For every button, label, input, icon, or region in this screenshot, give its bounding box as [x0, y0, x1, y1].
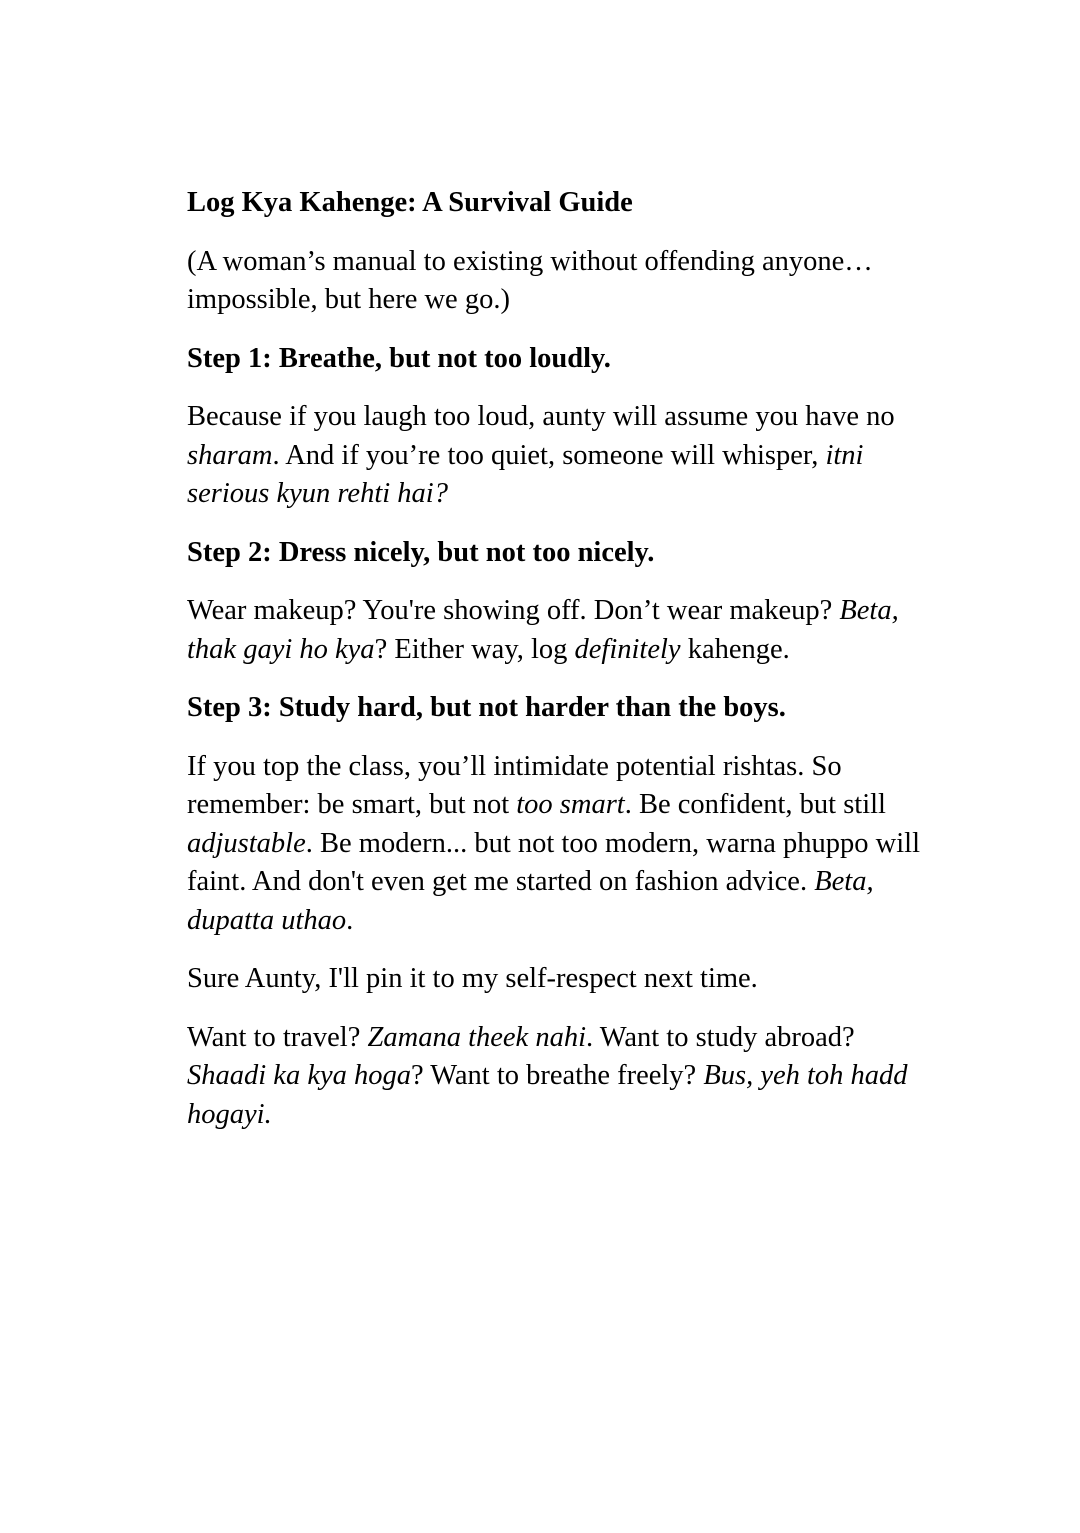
step-1-heading: Step 1: Breathe, but not too loudly.	[187, 342, 611, 374]
step-3-italic-adjustable: adjustable	[187, 827, 306, 859]
step-2-heading: Step 2: Dress nicely, but not too nicely.	[187, 536, 655, 568]
document-title: Log Kya Kahenge: A Survival Guide	[187, 187, 633, 218]
step-1-paragraph	[187, 398, 927, 514]
step-2-italic-quote: Beta, thak gayi ho kya	[187, 595, 899, 665]
step-1-text-c: . And if you’re too quiet, someone will whisper,	[272, 439, 826, 471]
step-3-paragraph	[187, 748, 927, 941]
step-1-italic-sharam: sharam	[187, 439, 273, 471]
step-3-italic-too-smart: too smart	[516, 789, 625, 820]
step-2-text-e: kahenge.	[680, 633, 790, 665]
intro-paragraph: (A woman’s manual to existing without offending anyone… impossible, but here we go.)	[187, 245, 873, 315]
step-3-heading: Step 3: Study hard, but not harder than the boys.	[187, 692, 786, 723]
travel-text-e: ? Want to breathe freely?	[411, 1060, 704, 1091]
document-body	[187, 184, 927, 1154]
step-3-text-g: .	[346, 904, 354, 936]
travel-italic-shaadi: Shaadi ka kya hoga	[187, 1060, 411, 1091]
travel-text-a: Want to travel?	[187, 1021, 368, 1053]
travel-italic-zamana: Zamana theek nahi	[367, 1021, 586, 1053]
step-1-text-a: Because if you laugh too loud, aunty will assume you have no	[187, 401, 895, 432]
step-1-italic-quote: itni serious kyun rehti hai?	[187, 439, 864, 509]
step-2-paragraph	[187, 592, 927, 669]
step-2-text-c: ? Either way, log	[374, 633, 575, 665]
step-3-text-a: If you top the class, you’ll intimidate potential rishtas. So remember: be smart, but not	[187, 750, 842, 820]
travel-paragraph	[187, 1019, 927, 1135]
step-2-text-a: Wear makeup? You're showing off. Don’t wear makeup?	[187, 595, 840, 626]
step-2-italic-definitely: definitely	[574, 633, 681, 665]
step-3-text-e: . Be modern... but not too modern, warna phuppo will faint. And don't even get me started on fashion advice.	[187, 827, 920, 897]
travel-italic-bus: Bus, yeh toh hadd hogayi.	[187, 1060, 908, 1130]
travel-text-c: . Want to study abroad?	[585, 1021, 855, 1053]
step-3-text-c: . Be confident, but still	[624, 789, 886, 820]
step-3-italic-dupatta: Beta, dupatta uthao	[187, 866, 874, 936]
aunty-paragraph: Sure Aunty, I'll pin it to my self-respect next time.	[187, 963, 758, 994]
